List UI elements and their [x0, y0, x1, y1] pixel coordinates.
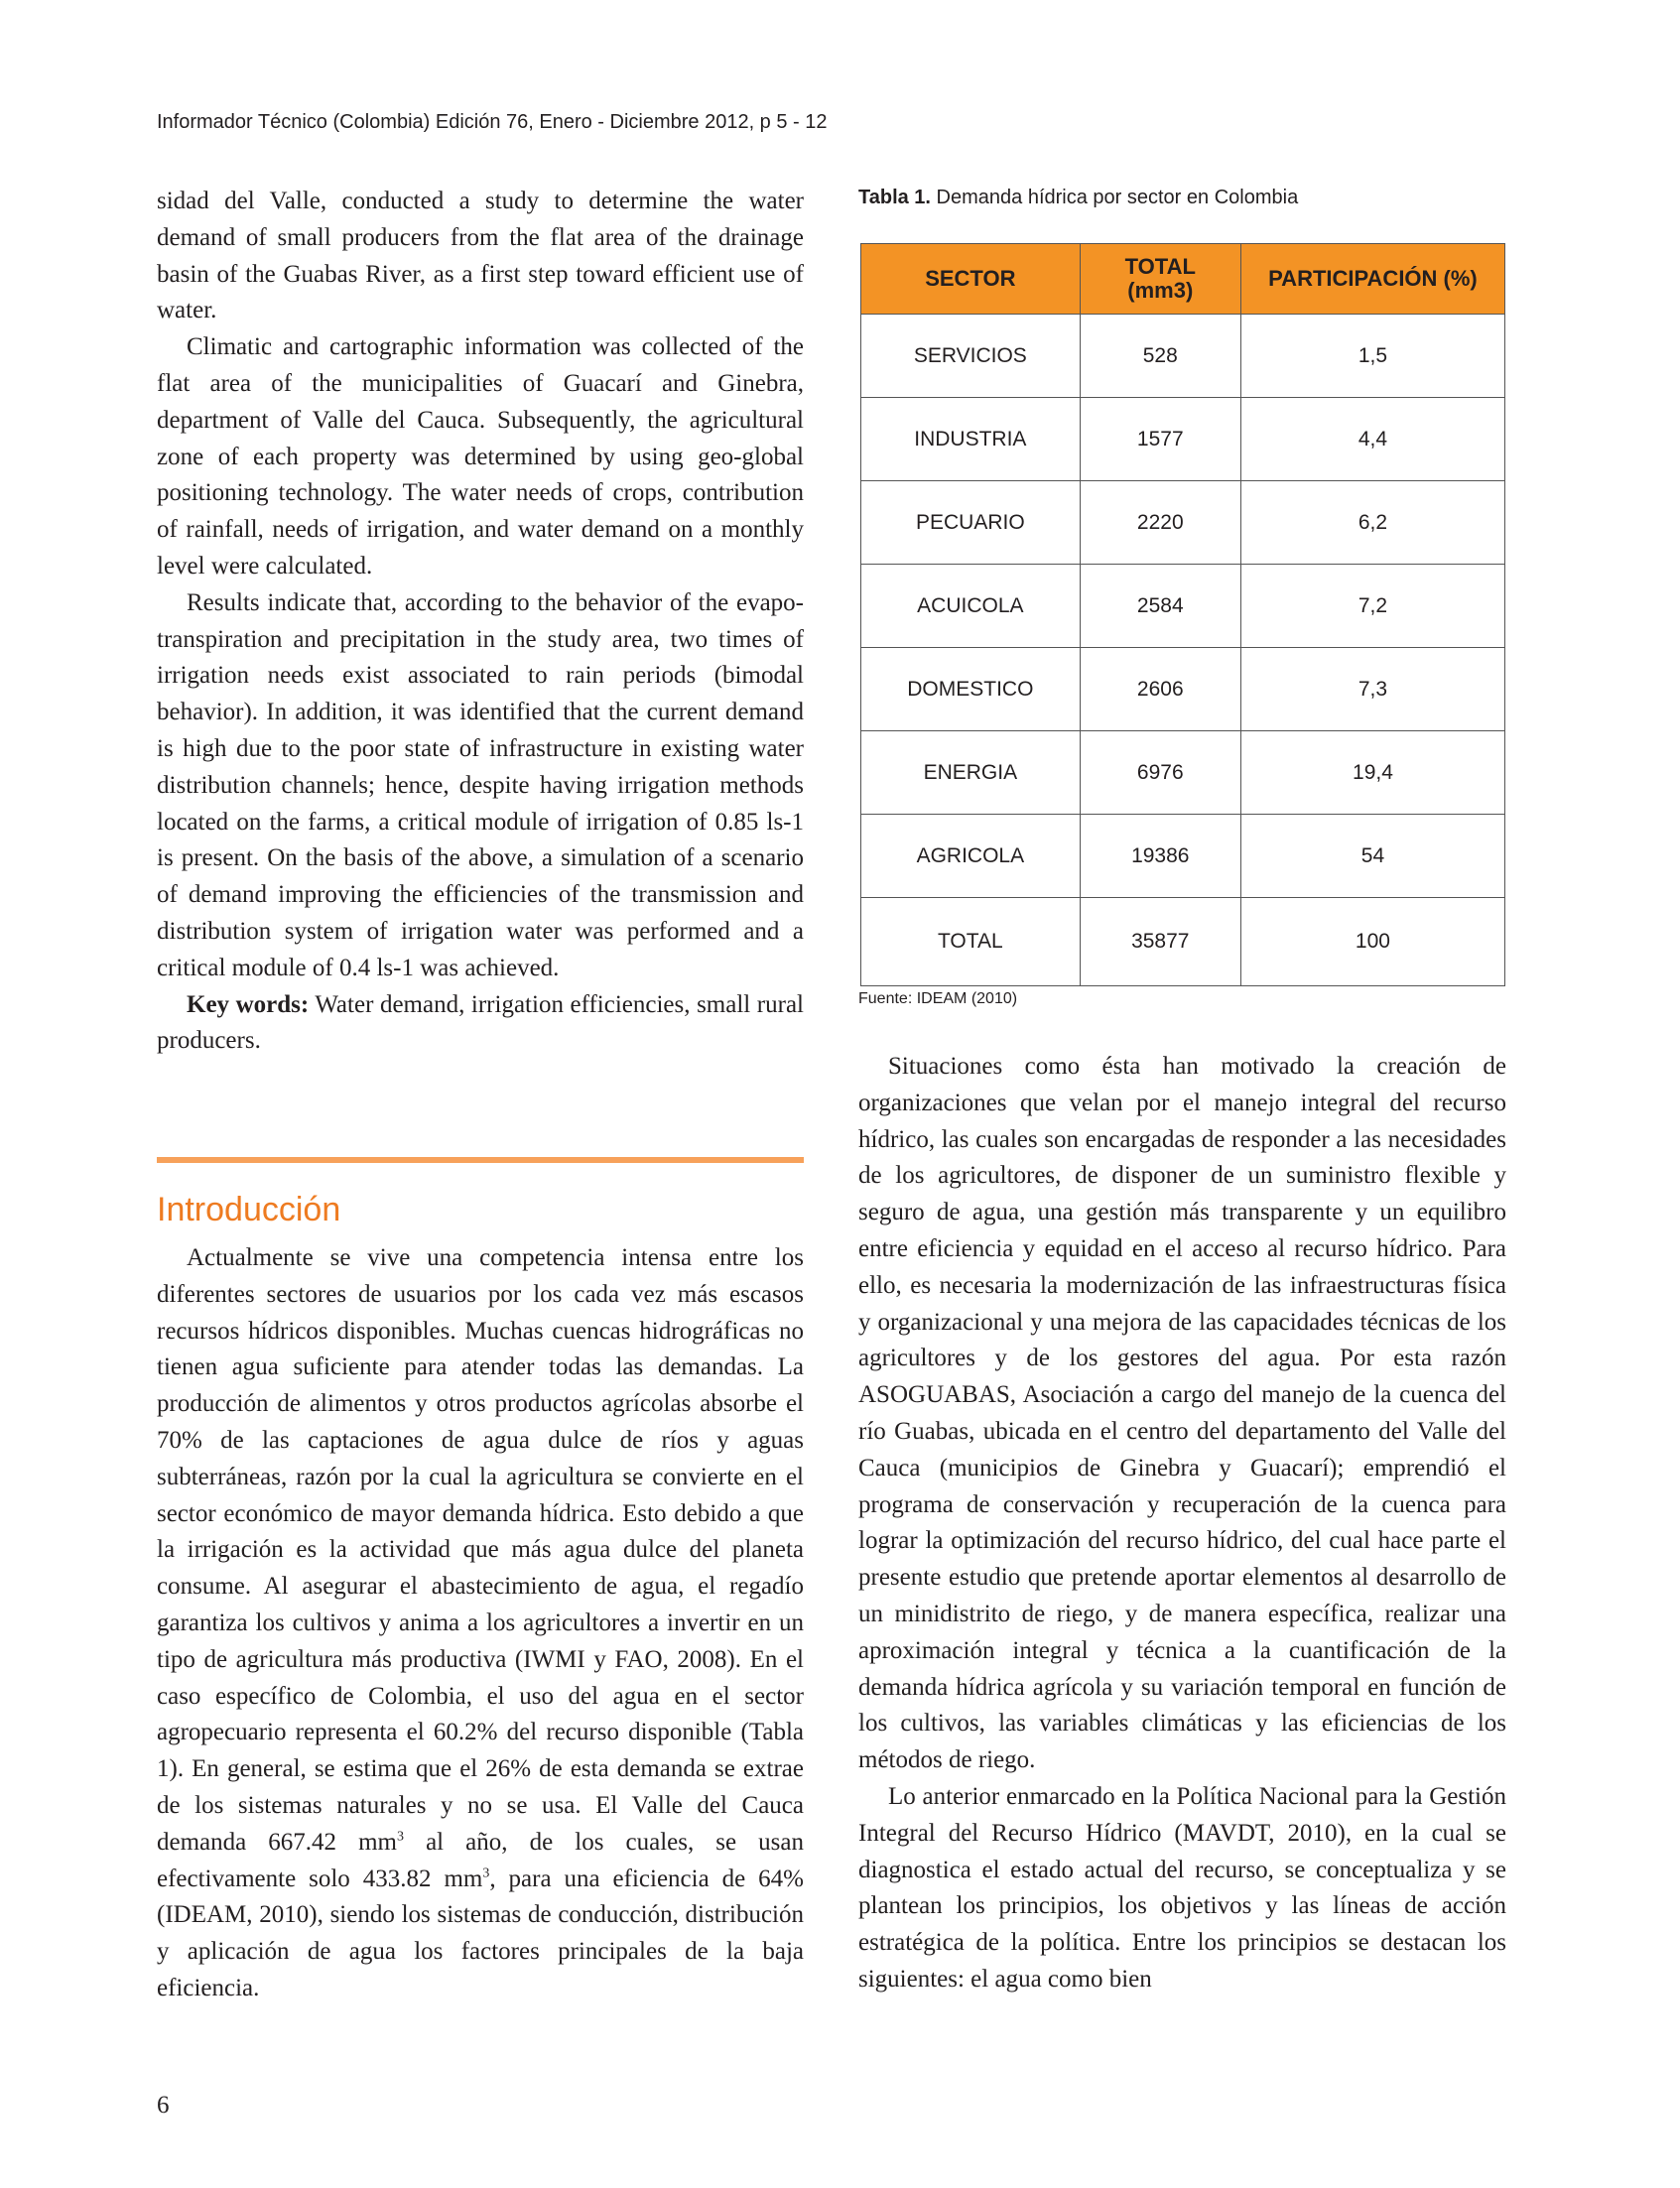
intro-column — [157, 1240, 804, 2007]
cell-participation: 7,3 — [1240, 648, 1504, 731]
water-demand-table — [860, 243, 1505, 986]
cell-sector: ENERGIA — [861, 731, 1081, 815]
table-source: Fuente: IDEAM (2010) — [858, 990, 1018, 1007]
keywords-label: Key words: — [187, 990, 310, 1018]
table-row — [861, 481, 1505, 565]
right-paragraph-2: Lo anterior enmarcado en la Política Nacional para la Gestión Integral del Recurso Hídrico (MAVDT, 2010), en la cual se diagnostica el estado actual del recurso, se conceptualiza y se plantean los principios, los objetivos y las líneas de acción estratégica de la política. Entre los principios se destacan los siguientes: el agua como bien — [858, 1782, 1506, 1993]
cell-total: 2220 — [1080, 481, 1240, 565]
cell-sector: SERVICIOS — [861, 315, 1081, 398]
header-participation: PARTICIPACIÓN (%) — [1240, 244, 1504, 315]
cell-participation: 6,2 — [1240, 481, 1504, 565]
keywords-text: Water demand, irrigation efficiencies, small rural producers. — [157, 990, 804, 1055]
abstract-paragraph-2: Climatic and cartographic information was collected of the flat area of the municipalities of Guacarí and Ginebra, department of Valle del Cauca. Subsequently, the agricultural zone of each property was determined by using geo-global positioning technology. The water needs of crops, contribution of rainfall, needs of irrigation, and water demand on a monthly level were calculated. — [157, 333, 804, 579]
page-number: 6 — [157, 2092, 170, 2119]
cell-sector: PECUARIO — [861, 481, 1081, 565]
cell-sector: DOMESTICO — [861, 648, 1081, 731]
table-row — [861, 315, 1505, 398]
table-row — [861, 648, 1505, 731]
table-row — [861, 565, 1505, 648]
intro-text-a: Actualmente se vive una competencia intensa entre los diferentes sectores de usuarios por los cada vez más escasos recursos hídricos disponibles. Muchas cuencas hidrográficas no tienen agua suficiente para atender todas las demandas. La producción de alimentos y otros productos agrícolas absorbe el 70% de las captaciones de agua dulce de ríos y aguas subterráneas, razón por la cual la agricultura se convierte en el sector económico de mayor demanda hídrica. Esto debido a que la irrigación es la actividad que más agua dulce del planeta consume. Al asegurar el abastecimiento de agua, el regadío garantiza los cultivos y anima a los agricultores a invertir en un tipo de agricultura más productiva (IWMI y FAO, 2008). En el caso específico de Colombia, el uso del agua en el sector agropecuario representa el 60.2% del recurso disponible (Tabla 1). En general, se estima que el 26% de esta demanda se extrae de los sistemas naturales y no se usa. El Valle del Cauca demanda 667.42 mm — [157, 1244, 804, 1856]
table-row — [861, 398, 1505, 481]
superscript: 3 — [482, 1866, 490, 1881]
header-sector: SECTOR — [861, 244, 1081, 315]
running-header: Informador Técnico (Colombia) Edición 76, Enero - Diciembre 2012, p 5 - 12 — [157, 111, 828, 133]
abstract-paragraph-3: Results indicate that, according to the behavior of the evapo-transpiration and precipitation in the study area, two times of irrigation needs exist associated to rain periods (bimodal behavior). In addition, it was identified that the current demand is high due to the poor state of infrastructure in existing water distribution channels; hence, despite having irrigation methods located on the farms, a critical module of irrigation of 0.85 ls-1 is present. On the basis of the above, a simulation of a scenario of demand improving the efficiencies of the transmission and distribution system of irrigation water was performed and a critical module of 0.4 ls-1 was achieved. — [157, 588, 804, 981]
table-header-row — [861, 244, 1505, 315]
cell-total: 6976 — [1080, 731, 1240, 815]
intro-paragraph — [157, 1240, 804, 2007]
cell-participation: 100 — [1240, 898, 1504, 986]
abstract-paragraph-1: sidad del Valle, conducted a study to determine the water demand of small producers from the flat area of the drainage basin of the Guabas River, as a first step toward efficient use of water. — [157, 188, 804, 324]
table-body — [861, 315, 1505, 986]
cell-total: 35877 — [1080, 898, 1240, 986]
cell-total: 528 — [1080, 315, 1240, 398]
table-row — [861, 815, 1505, 898]
table-caption-label: Tabla 1. — [858, 187, 931, 208]
table-row — [861, 731, 1505, 815]
table-row — [861, 898, 1505, 986]
header-total — [1080, 244, 1240, 315]
intro-text-c: , para una eficiencia de 64% (IDEAM, 2010), siendo los sistemas de conducción, distribución y aplicación de agua los factores principales de la baja eficiencia. — [157, 1865, 804, 2001]
keywords-paragraph — [157, 987, 804, 1061]
cell-total: 2606 — [1080, 648, 1240, 731]
cell-sector: INDUSTRIA — [861, 398, 1081, 481]
cell-participation: 7,2 — [1240, 565, 1504, 648]
cell-sector: TOTAL — [861, 898, 1081, 986]
cell-sector: ACUICOLA — [861, 565, 1081, 648]
abstract-column — [157, 184, 804, 1060]
section-divider — [157, 1157, 804, 1163]
cell-participation: 54 — [1240, 815, 1504, 898]
cell-participation: 1,5 — [1240, 315, 1504, 398]
header-total-label: TOTAL — [1124, 254, 1196, 279]
cell-participation: 4,4 — [1240, 398, 1504, 481]
cell-total: 1577 — [1080, 398, 1240, 481]
intro-text-b: al año, de los cuales, se usan efectivamente solo 433.82 mm — [157, 1828, 804, 1892]
cell-participation: 19,4 — [1240, 731, 1504, 815]
cell-sector: AGRICOLA — [861, 815, 1081, 898]
right-column — [858, 1049, 1506, 1998]
superscript: 3 — [397, 1829, 405, 1845]
section-title: Introducción — [157, 1191, 341, 1228]
cell-total: 19386 — [1080, 815, 1240, 898]
header-total-unit: (mm3) — [1127, 278, 1194, 303]
table-caption — [858, 187, 1298, 209]
right-paragraph-1: Situaciones como ésta han motivado la creación de organizaciones que velan por el manejo integral del recurso hídrico, las cuales son encargadas de responder a las necesidades de los agricultores, de disponer de un suministro flexible y seguro de agua, una gestión más transparente y un equilibro entre eficiencia y equidad en el acceso al recurso hídrico. Para ello, es necesaria la modernización de las infraestructuras física y organizacional y una mejora de las capacidades técnicas de los agricultores y de los gestores del agua. Por esta razón ASOGUABAS, Asociación a cargo del manejo de la cuenca del río Guabas, ubicada en el centro del departamento del Valle del Cauca (municipios de Ginebra y Guacarí); emprendió el programa de conservación y recuperación de la cuenca para lograr la optimización del recurso hídrico, del cual hace parte el presente estudio que pretende aportar elementos al desarrollo de un minidistrito de riego, y de manera específica, realizar una aproximación integral y técnica a la cuantificación de la demanda hídrica agrícola y su variación temporal en función de los cultivos, las variables climáticas y las eficiencias de los métodos de riego. — [858, 1053, 1506, 1774]
table-caption-text: Demanda hídrica por sector en Colombia — [931, 187, 1299, 208]
cell-total: 2584 — [1080, 565, 1240, 648]
